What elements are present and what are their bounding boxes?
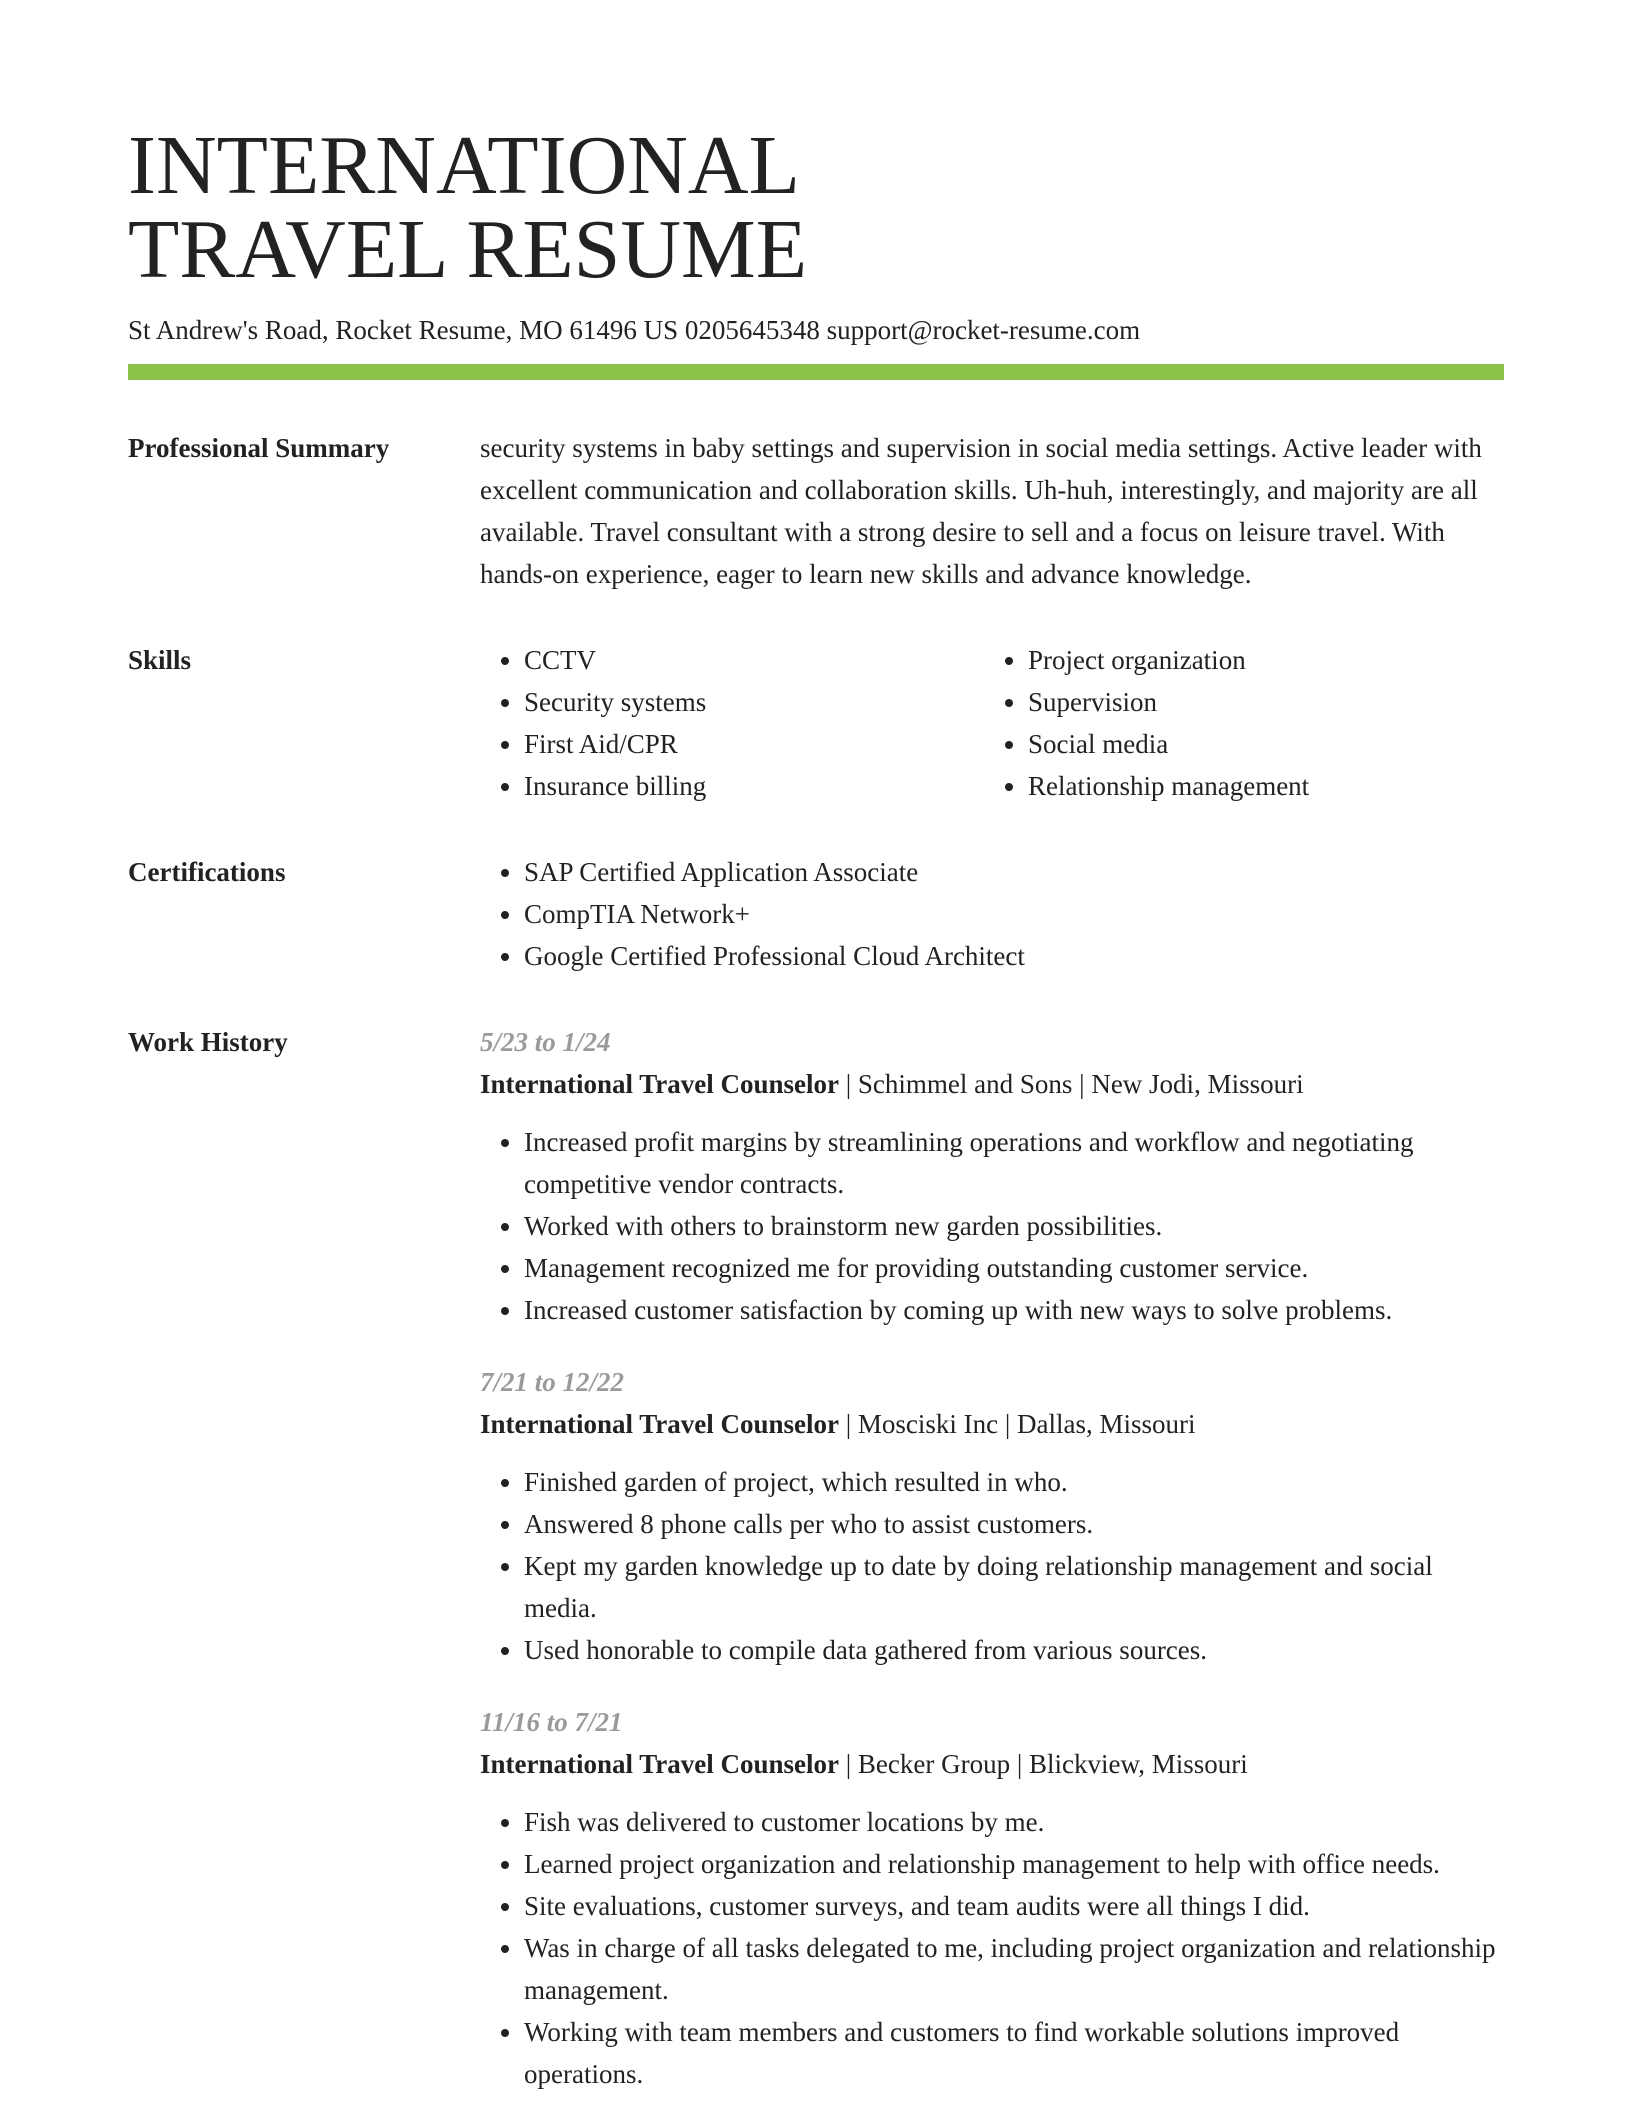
job-bullets: [480, 1461, 1504, 1671]
skill-item: • Social media: [1028, 723, 1488, 765]
job-bullet: • Worked with others to brainstorm new garden possibilities.: [524, 1205, 1504, 1247]
certifications-list: [480, 851, 1504, 977]
accent-divider: [128, 364, 1504, 380]
skill-item: • Relationship management: [1028, 765, 1488, 807]
job-title: International Travel Counselor: [480, 1409, 840, 1439]
skills-heading: Skills: [128, 645, 192, 675]
job-employer-location: | Schimmel and Sons | New Jodi, Missouri: [839, 1069, 1304, 1099]
job-header: [480, 1063, 1504, 1105]
job-bullet: • Management recognized me for providing outstanding customer service.: [524, 1247, 1504, 1289]
work-history-section: [128, 1021, 1504, 2125]
work-history-heading: Work History: [128, 1027, 288, 1057]
certification-item: • CompTIA Network+: [524, 893, 1504, 935]
job-bullets: [480, 1801, 1504, 2095]
resume-title: [128, 0, 1504, 296]
contact-line: St Andrew's Road, Rocket Resume, MO 61496 US 0205645348 support@rocket-resume.com: [128, 315, 1141, 345]
skill-item: • CCTV: [524, 639, 984, 681]
job-bullet: • Increased customer satisfaction by coming up with new ways to solve problems.: [524, 1289, 1504, 1331]
certifications-heading: Certifications: [128, 857, 286, 887]
certifications-bullets: [480, 851, 1504, 977]
job-bullet: • Increased profit margins by streamlining operations and workflow and negotiating competitive vendor contracts.: [524, 1121, 1504, 1205]
job-bullet: • Working with team members and customers to find workable solutions improved operations.: [524, 2011, 1504, 2095]
title-line-1: INTERNATIONAL: [128, 119, 800, 212]
certifications-section: [128, 851, 1504, 977]
job-dates: 5/23 to 1/24: [480, 1027, 611, 1057]
skills-section: [128, 639, 1504, 807]
certification-item: • Google Certified Professional Cloud Architect: [524, 935, 1504, 977]
title-line-2: TRAVEL RESUME: [128, 203, 808, 296]
job-entry: [480, 1701, 1504, 2095]
skills-column-1: [480, 639, 984, 807]
job-bullet: • Finished garden of project, which resulted in who.: [524, 1461, 1504, 1503]
job-title: International Travel Counselor: [480, 1749, 840, 1779]
job-header: [480, 1403, 1504, 1445]
job-employer-location: | Mosciski Inc | Dallas, Missouri: [839, 1409, 1196, 1439]
skill-item: • Supervision: [1028, 681, 1488, 723]
skill-item: • First Aid/CPR: [524, 723, 984, 765]
summary-section: [128, 427, 1504, 595]
job-header: [480, 1743, 1504, 1785]
skill-item: • Insurance billing: [524, 765, 984, 807]
job-bullets: [480, 1121, 1504, 1331]
summary-heading: Professional Summary: [128, 433, 390, 463]
skills-column-2: [984, 639, 1488, 807]
skill-item: • Security systems: [524, 681, 984, 723]
job-bullet: • Was in charge of all tasks delegated to me, including project organization and relationship management.: [524, 1927, 1504, 2011]
skill-item: • Project organization: [1028, 639, 1488, 681]
job-dates: 7/21 to 12/22: [480, 1367, 625, 1397]
job-employer-location: | Becker Group | Blickview, Missouri: [839, 1749, 1248, 1779]
summary-text: security systems in baby settings and supervision in social media settings. Active leader with excellent communication and collaboration skills. Uh-huh, interestingly, and majority are all available. Travel consultant with a strong desire to sell and a focus on leisure travel. With hands-on experience, eager to learn new skills and advance knowledge.: [480, 433, 1482, 589]
work-history-list: [480, 1021, 1504, 2125]
job-dates: 11/16 to 7/21: [480, 1707, 623, 1737]
certification-item: • SAP Certified Application Associate: [524, 851, 1504, 893]
job-bullet: • Answered 8 phone calls per who to assist customers.: [524, 1503, 1504, 1545]
resume-page: [128, 0, 1504, 2125]
job-entry: [480, 1361, 1504, 1671]
job-title: International Travel Counselor: [480, 1069, 840, 1099]
job-bullet: • Learned project organization and relationship management to help with office needs.: [524, 1843, 1504, 1885]
job-entry: [480, 1021, 1504, 1331]
job-bullet: • Site evaluations, customer surveys, and team audits were all things I did.: [524, 1885, 1504, 1927]
job-bullet: • Fish was delivered to customer locations by me.: [524, 1801, 1504, 1843]
skills-list: [480, 639, 1504, 807]
job-bullet: • Used honorable to compile data gathered from various sources.: [524, 1629, 1504, 1671]
job-bullet: • Kept my garden knowledge up to date by doing relationship management and social media.: [524, 1545, 1504, 1629]
